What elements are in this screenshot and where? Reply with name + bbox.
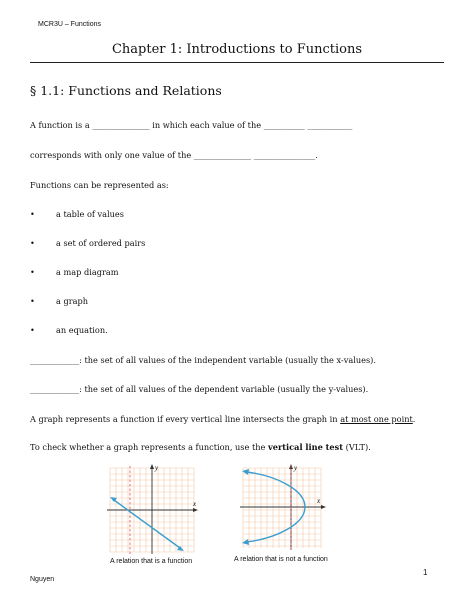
non-function-graph: [237, 462, 327, 554]
x-axis-arrow-icon: [321, 505, 326, 509]
figure-caption: A relation that is a function: [110, 558, 193, 565]
x-axis-label: x: [317, 497, 321, 505]
grid: [243, 468, 321, 548]
vlt-text: To check whether a graph represents a function, use the: [30, 442, 266, 452]
definition-line-2: [30, 150, 318, 160]
domain-definition: [30, 355, 376, 365]
bullet-text: a table of values: [56, 209, 124, 219]
range-definition: [30, 384, 368, 394]
bullet-text: a set of ordered pairs: [56, 238, 146, 248]
period: .: [315, 150, 318, 160]
blank: __________: [263, 120, 305, 130]
chapter-title: Chapter 1: Introductions to Functions: [111, 42, 363, 57]
blank: ____________: [30, 384, 80, 394]
section-title: § 1.1: Functions and Relations: [30, 83, 222, 98]
footer-name: Nguyen: [30, 576, 55, 583]
bullet-icon: •: [30, 209, 35, 219]
bullet-item: [30, 209, 124, 219]
title-rule: [30, 62, 444, 63]
definition-text: corresponds with only one value of the: [30, 150, 192, 160]
y-axis-arrow-icon: [150, 464, 154, 469]
range-text: : the set of all values of the dependent variable (usually the y-values).: [79, 384, 369, 394]
y-axis-label: y: [155, 464, 159, 472]
bullet-icon: •: [30, 267, 35, 277]
definition-line-1: [30, 120, 352, 130]
bullet-text: a graph: [56, 296, 89, 306]
bullet-item: [30, 238, 145, 248]
domain-text: : the set of all values of the independent variable (usually the x-values).: [79, 355, 376, 365]
blank: ______________: [92, 120, 150, 130]
bullet-text: a map diagram: [56, 267, 119, 277]
definition-text: in which each value of the: [152, 120, 262, 130]
blank: _______________: [253, 150, 316, 160]
vlt-text: (VLT).: [345, 442, 371, 452]
rule-emphasis: at most one point: [340, 414, 413, 424]
function-graph: [104, 462, 200, 554]
blank: ___________: [307, 120, 353, 130]
representations-intro: Functions can be represented as:: [30, 180, 169, 190]
bullet-item: [30, 296, 88, 306]
bullet-icon: •: [30, 238, 35, 248]
course-header: MCR3U – Functions: [38, 21, 102, 28]
vlt-term: vertical line test: [267, 442, 344, 452]
definition-text: A function is a: [30, 120, 90, 130]
vlt-instruction: [30, 442, 371, 452]
x-axis-arrow-icon: [193, 508, 198, 512]
bullet-icon: •: [30, 296, 35, 306]
bullet-item: [30, 267, 119, 277]
bullet-item: [30, 325, 108, 335]
page-number: 1: [423, 568, 428, 577]
rule-text: A graph represents a function if every vertical line intersects the graph in: [30, 414, 338, 424]
y-axis-label: y: [294, 464, 298, 472]
period: .: [412, 414, 416, 424]
vertical-rule-text: [30, 414, 415, 424]
blank: ____________: [30, 355, 80, 365]
x-axis-label: x: [193, 500, 197, 508]
figure-caption: A relation that is not a function: [234, 556, 328, 563]
bullet-icon: •: [30, 325, 35, 335]
bullet-text: an equation.: [56, 325, 108, 335]
blank: ______________: [193, 150, 252, 160]
